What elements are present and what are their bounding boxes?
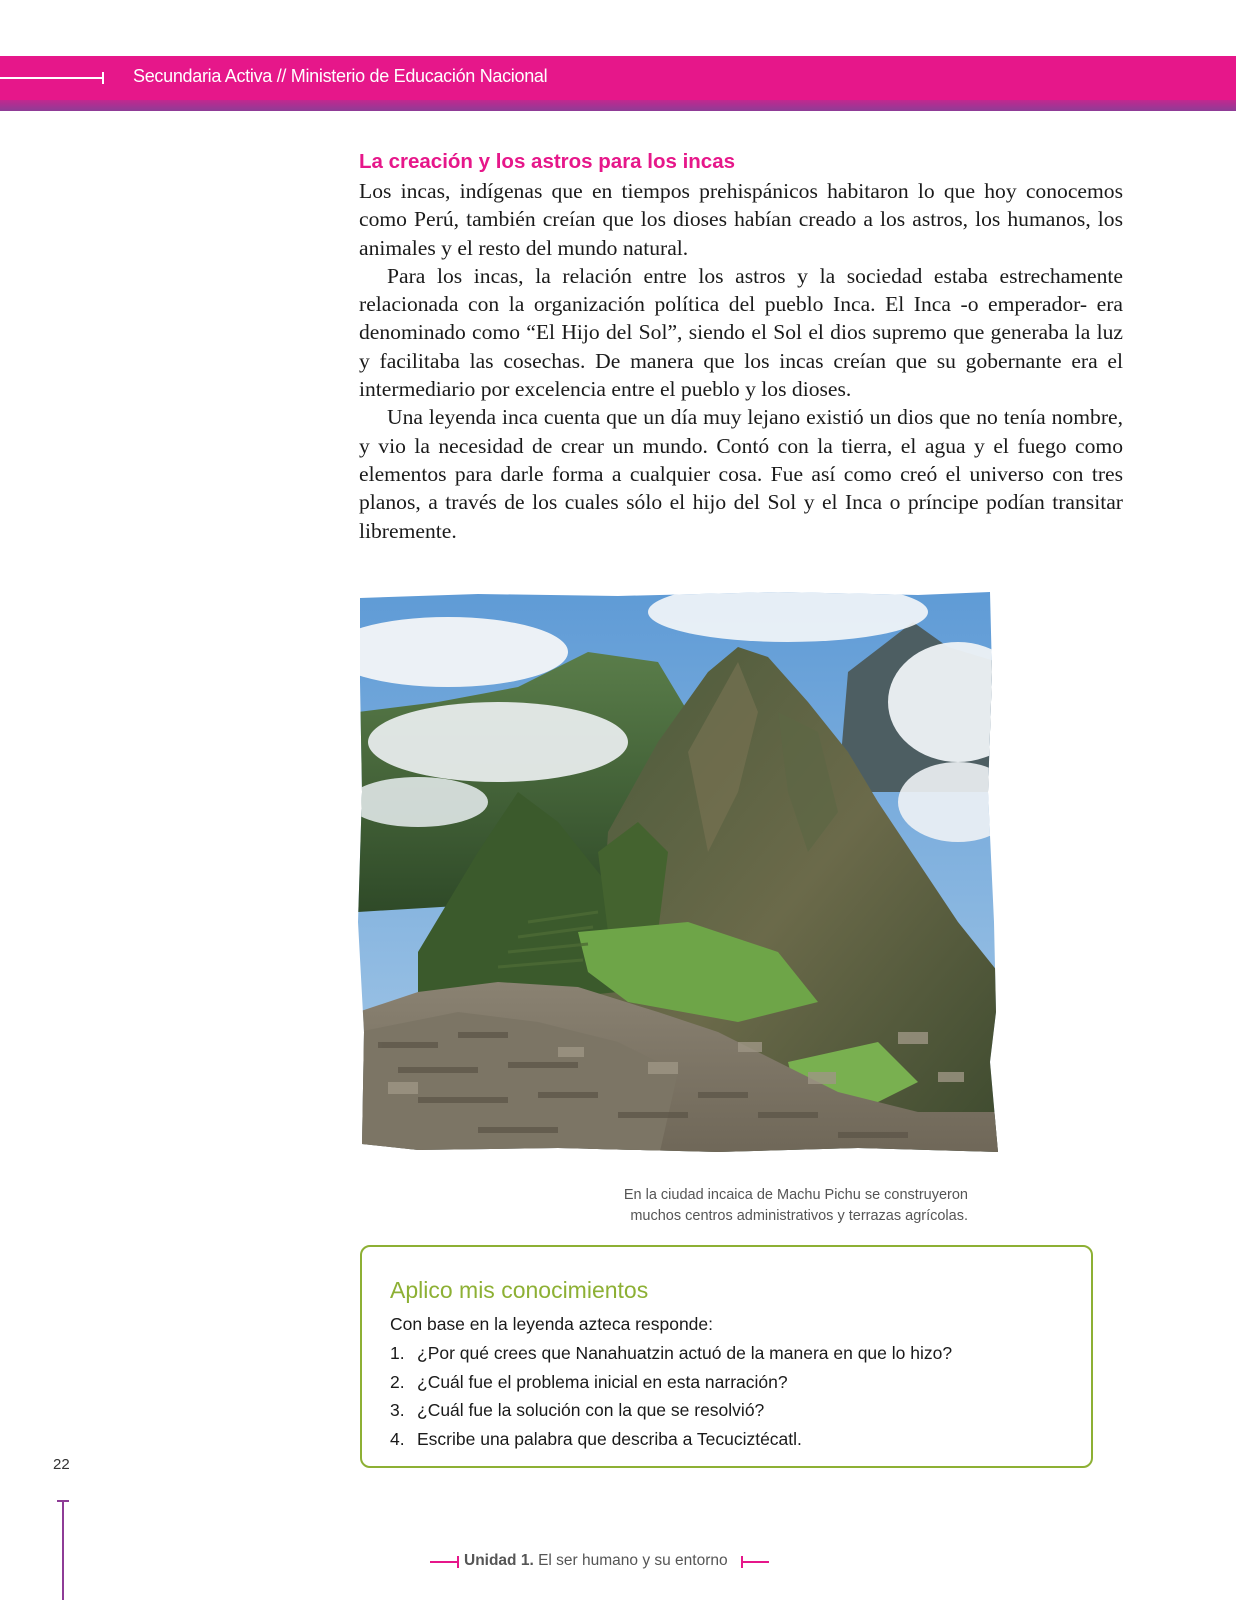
- paragraph-1: Los incas, indígenas que en tiempos prehispánicos habitaron lo que hoy conocemos como Perú, también creían que los dioses habían creado a los astros, los humanos, los animales y el resto del mundo natural.: [359, 179, 1123, 260]
- page-number: 22: [53, 1456, 70, 1473]
- caption-line-2: muchos centros administrativos y terrazas agrícolas.: [630, 1207, 968, 1224]
- activity-question: [390, 1372, 952, 1401]
- header-rule: [0, 77, 104, 79]
- footer-rule-left: [430, 1561, 458, 1563]
- activity-questions: [390, 1343, 952, 1457]
- question-number: 2.: [390, 1371, 405, 1392]
- section-title: La creación y los astros para los incas: [359, 150, 736, 173]
- question-number: 3.: [390, 1400, 405, 1420]
- footer: [430, 1551, 770, 1573]
- caption-line-1: En la ciudad incaica de Machu Pichu se construyeron: [623, 1187, 968, 1203]
- question-number: 1.: [390, 1343, 405, 1363]
- paragraph-2: Para los incas, la relación entre los astros y la sociedad estaba estrechamente relacionada con la organización política del pueblo Inca. El Inca -o emperador- era denominado como “El Hijo del Sol”, siendo el Sol el dios supremo que generaba la luz y facilitaba las cosechas. De manera que los incas creían que su gobernante era el intermediario por excelencia entre el pueblo y los dioses.: [359, 263, 1123, 402]
- question-number: 4.: [390, 1428, 405, 1449]
- activity-question: [390, 1429, 952, 1458]
- question-text: ¿Cuál fue el problema inicial en esta narración?: [417, 1371, 788, 1392]
- footer-rule-left-tick: [457, 1556, 459, 1568]
- figure-caption: [560, 1185, 968, 1226]
- question-text: Escribe una palabra que describa a Tecuciztécatl.: [417, 1428, 802, 1449]
- footer-unit-label: Unidad 1.: [464, 1552, 534, 1569]
- header-accent-stripe: [0, 100, 1236, 111]
- header-rule-tick: [102, 72, 104, 84]
- footer-rule-right: [741, 1561, 769, 1563]
- activity-intro: Con base en la leyenda azteca responde:: [390, 1314, 714, 1334]
- paragraph-3: Una leyenda inca cuenta que un día muy lejano existió un dios que no tenía nombre, y vio la necesidad de crear un mundo. Contó con la tierra, el agua y el fuego como elementos para darle forma a cualquier cosa. Fue así como creó el universo con tres planos, a través de los cuales sólo el hijo del Sol y el Inca o príncipe podían transitar libremente.: [359, 405, 1123, 543]
- question-text: ¿Cuál fue la solución con la que se resolvió?: [417, 1400, 765, 1420]
- activity-question: [390, 1400, 952, 1429]
- activity-box: [360, 1245, 1093, 1468]
- footer-unit-title: El ser humano y su entorno: [538, 1552, 728, 1569]
- question-text: ¿Por qué crees que Nanahuatzin actuó de la manera en que lo hizo?: [417, 1343, 953, 1363]
- footer-unit: [464, 1552, 728, 1570]
- machu-picchu-photo: [358, 592, 998, 1160]
- margin-rule: [62, 1501, 64, 1600]
- activity-question: [390, 1343, 952, 1372]
- activity-title: Aplico mis conocimientos: [390, 1277, 649, 1303]
- article-body: [359, 177, 1123, 545]
- header-title: Secundaria Activa // Ministerio de Educación Nacional: [133, 66, 548, 86]
